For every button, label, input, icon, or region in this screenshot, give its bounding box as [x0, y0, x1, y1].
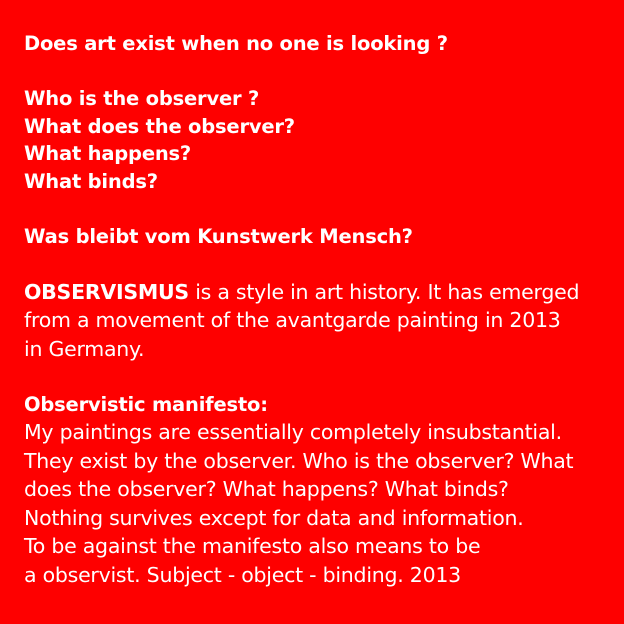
spacer — [24, 195, 624, 223]
style-paragraph-line-1 — [24, 278, 624, 307]
style-paragraph-line-2: from a movement of the avantgarde painting in 2013 — [24, 308, 561, 332]
intro-question: Does art exist when no one is looking ? — [24, 32, 448, 55]
manifesto-line: They exist by the observer. Who is the observer? What — [24, 448, 574, 473]
style-paragraph-line-1-rest: is a style in art history. It has emerged — [188, 279, 580, 304]
question-what-binds: What binds? — [24, 169, 158, 193]
german-question: Was bleibt vom Kunstwerk Mensch? — [24, 224, 413, 248]
spacer — [24, 58, 624, 86]
manifesto-line: a observist. Subject - object - binding. 2013 — [24, 562, 461, 587]
observismus-term: OBSERVISMUS — [24, 279, 189, 304]
question-observer: Who is the observer ? — [24, 87, 260, 110]
question-what-happens: What happens? — [24, 142, 192, 165]
question-what-does: What does the observer? — [24, 114, 295, 138]
style-paragraph-line-3: in Germany. — [24, 336, 145, 361]
spacer — [24, 363, 624, 391]
manifesto-line: Nothing survives except for data and information. — [24, 505, 524, 530]
spacer — [24, 250, 624, 278]
manifesto-line: does the observer? What happens? What binds? — [24, 477, 509, 501]
manifesto-heading: Observistic manifesto: — [24, 392, 268, 416]
manifesto-line: To be against the manifesto also means to be — [24, 534, 481, 558]
manifesto-line: My paintings are essentially completely insubstantial. — [24, 420, 562, 444]
